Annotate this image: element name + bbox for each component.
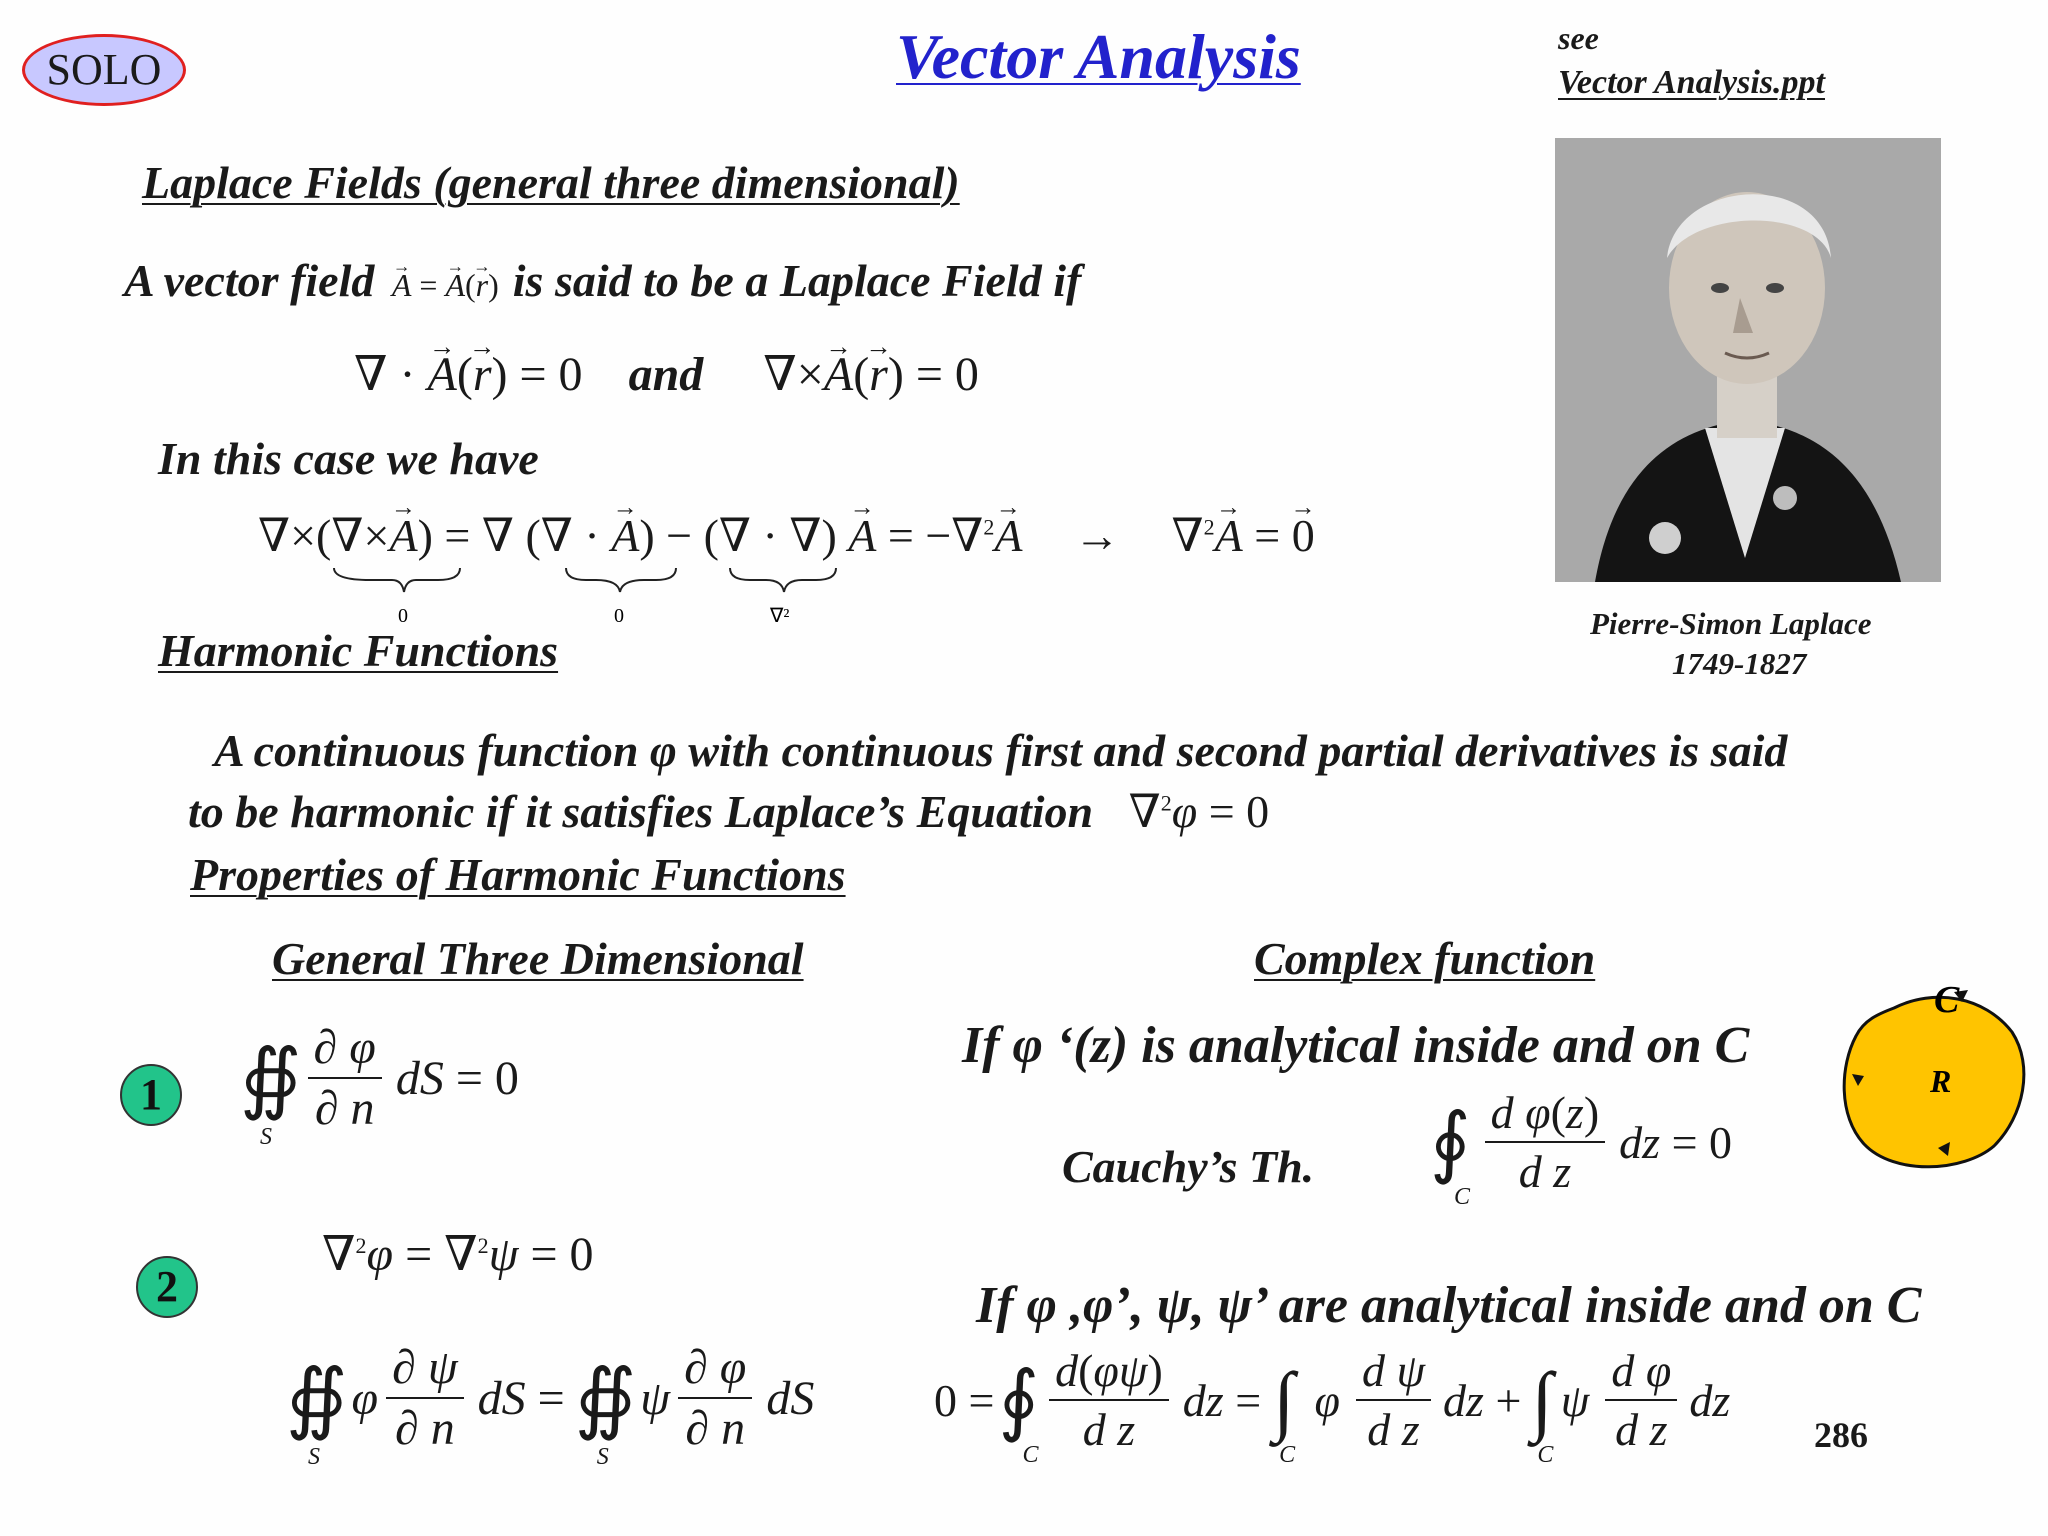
- badge-2-label: 2: [156, 1262, 178, 1311]
- divergence-condition: ∇ · → A(→ r) = 0: [354, 348, 583, 401]
- right-column-heading: Complex function: [1254, 933, 1596, 984]
- region-diagram: [1834, 976, 2034, 1176]
- complex-condition-2: If φ ,φ’, ψ, ψ’ are analytical inside and on C: [976, 1277, 1922, 1334]
- region-label: R: [1930, 1063, 1952, 1099]
- laplace-field-definition: [124, 254, 1081, 307]
- flux-integral-equation: ∯ S $\frac{\partial \varphi}{\partial n}$ dS = 0: [240, 1021, 519, 1150]
- page-title: Vector Analysis: [896, 21, 1301, 92]
- properties-heading: Properties of Harmonic Functions: [190, 849, 846, 900]
- laplace-portrait: [1555, 138, 1941, 582]
- harmonic-functions-heading: Harmonic Functions: [158, 625, 559, 676]
- svg-text:0: 0: [398, 605, 408, 627]
- curve-label: C: [1934, 979, 1960, 1021]
- left-column-heading: General Three Dimensional: [272, 933, 804, 984]
- in-this-case-text: In this case we have: [158, 433, 539, 484]
- svg-text:∇²: ∇²: [770, 605, 790, 627]
- green-identity-equation: ∯ S φ $\frac{\partial \psi}{\partial n}$ dS = ∯ S ψ $\frac{\partial \varphi}{\partial n}$ dS: [286, 1341, 815, 1470]
- laplace-fields-heading: Laplace Fields (general three dimensional): [142, 157, 960, 208]
- portrait-image: [1555, 138, 1941, 582]
- definition-start: A vector field: [124, 255, 375, 306]
- page-number: 286: [1814, 1415, 1868, 1455]
- product-rule-contour-equation: 0 = ∮ C $\frac{d(\varphi\psi)}{\text{d z}}$ dz = ∫ C φ $\frac{\text{d ψ}}{\text{d z}}$ dz + ∫ C ψ $\frac{\text{d φ}}{\text{d z}}$ dz: [934, 1345, 1731, 1468]
- cauchy-theorem-equation: ∮ C $\frac{\text{d φ(z)}}{\text{d z}}$ dz = 0: [1430, 1087, 1733, 1210]
- complex-condition-1: If φ ‘(z) is analytical inside and on C: [962, 1017, 1750, 1074]
- badge-1-label: 1: [140, 1070, 162, 1119]
- cauchy-theorem-label: Cauchy’s Th.: [1062, 1141, 1315, 1192]
- laplace-equation: ∇$^2$φ = 0: [1128, 786, 1270, 837]
- portrait-caption-years: 1749-1827: [1672, 646, 1807, 681]
- definition-equation: → A = → A(→ r): [392, 267, 507, 303]
- solo-logo-text: SOLO: [46, 45, 162, 94]
- badge-1: [120, 1064, 182, 1126]
- double-laplace-equation: ∇$^2$φ = ∇$^2$ψ = 0: [322, 1228, 594, 1281]
- portrait-caption-name: Pierre-Simon Laplace: [1590, 606, 1872, 641]
- and-word: and: [628, 348, 704, 401]
- see-label: see: [1558, 20, 1599, 56]
- badge-2: [136, 1256, 198, 1318]
- laplace-conditions: [354, 346, 979, 402]
- solo-logo: [22, 34, 186, 106]
- harmonic-definition-text: to be harmonic if it satisfies Laplace’s Equation: [188, 786, 1094, 837]
- definition-end: is said to be a Laplace Field if: [512, 255, 1082, 306]
- curl-condition: ∇×→ A(→ r) = 0: [763, 348, 979, 401]
- curl-curl-identity: ∇×(∇×→ A) = ∇ (∇ · → A) − (∇ · ∇) → A = −∇$^2$→ A → ∇$^2$→ A = → 0: [258, 508, 1315, 562]
- harmonic-definition-line2: [188, 784, 1269, 838]
- see-link[interactable]: Vector Analysis.ppt: [1558, 64, 1825, 101]
- harmonic-definition-line1: A continuous function φ with continuous first and second partial derivatives is said: [214, 725, 1788, 776]
- svg-text:0: 0: [614, 605, 624, 627]
